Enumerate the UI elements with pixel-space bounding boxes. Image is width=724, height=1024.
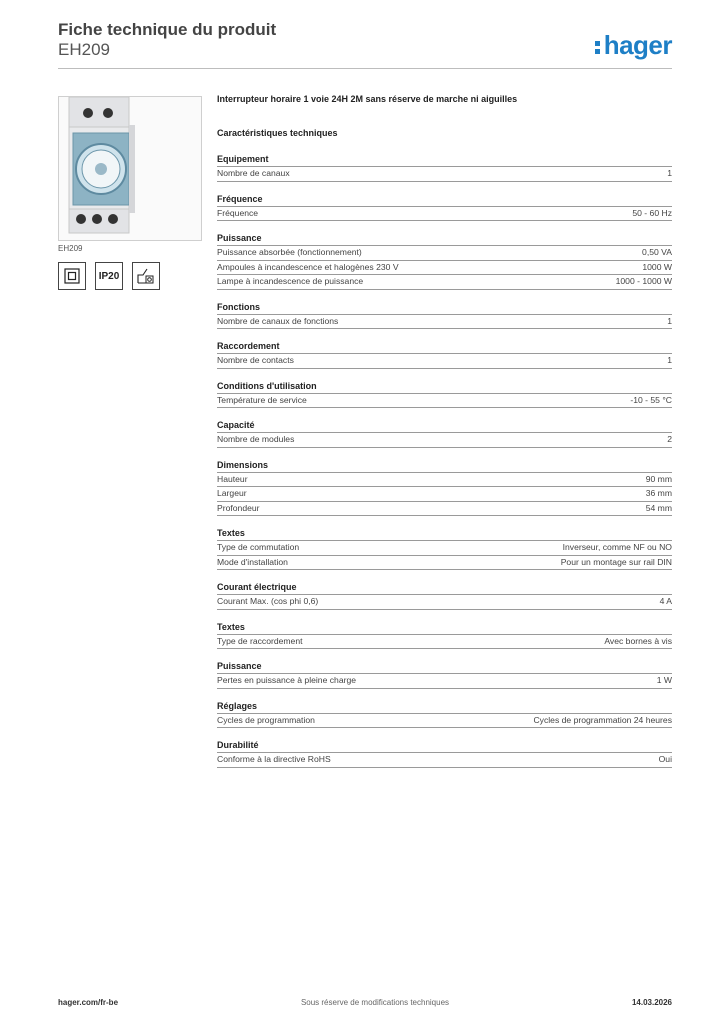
spec-row (217, 206, 672, 222)
spec-label: Pertes en puissance à pleine charge (217, 675, 357, 685)
spec-row (217, 245, 672, 260)
spec-label: Courant Max. (cos phi 0,6) (217, 596, 319, 606)
spec-row (217, 673, 672, 689)
spec-label: Profondeur (217, 502, 260, 513)
spec-row (217, 713, 672, 729)
section-title: Textes (217, 528, 245, 538)
spec-value: 2 (667, 434, 672, 444)
hager-logo (595, 30, 672, 61)
spec-value: Inverseur, comme NF ou NO (562, 542, 672, 552)
product-description: Interrupteur horaire 1 voie 24H 2M sans réserve de marche ni aiguilles (217, 94, 518, 104)
footer-website[interactable]: hager.com/fr-be (58, 998, 119, 1007)
spec-label: Nombre de canaux (217, 168, 290, 178)
spec-row (217, 353, 672, 369)
specifications (217, 94, 672, 778)
spec-value: 90 mm (645, 473, 672, 484)
section-title: Durabilité (217, 740, 259, 750)
spec-section (217, 379, 672, 409)
spec-row (217, 634, 672, 650)
ip-rating-badge: IP20 (95, 262, 123, 290)
spec-section (217, 192, 672, 222)
section-title: Réglages (217, 700, 258, 711)
spec-row (217, 501, 672, 517)
section-title: Puissance (217, 661, 262, 671)
footer-date: 14.03.2026 (631, 998, 672, 1007)
spec-section (217, 231, 672, 290)
spec-label: Hauteur (217, 473, 248, 484)
spec-value: 1000 - 1000 W (615, 276, 672, 286)
page-footer (58, 998, 672, 1007)
spec-section (217, 458, 672, 517)
spec-row (217, 260, 672, 275)
spec-section (217, 418, 672, 448)
spec-label: Lampe à incandescence de puissance (217, 276, 364, 286)
spec-row (217, 752, 672, 768)
spec-value: Oui (658, 754, 672, 764)
spec-section (217, 339, 672, 369)
spec-row (217, 314, 672, 330)
spec-value: 0,50 VA (642, 247, 672, 257)
product-image (58, 96, 202, 241)
spec-label: Température de service (217, 394, 307, 405)
section-title: Textes (217, 621, 245, 632)
spec-sections (217, 152, 672, 768)
spec-row (217, 393, 672, 409)
spec-row (217, 594, 672, 610)
tech-characteristics-title: Caractéristiques techniques (217, 128, 338, 138)
spec-value: 1 (667, 315, 672, 326)
spec-row (217, 274, 672, 290)
spec-value: 1 (667, 168, 672, 178)
spec-value: 1000 W (642, 261, 672, 272)
section-title: Dimensions (217, 459, 269, 470)
spec-row (217, 555, 672, 571)
spec-row (217, 166, 672, 182)
spec-value: 50 - 60 Hz (632, 207, 672, 218)
spec-label: Mode d'installation (217, 556, 288, 567)
spec-value: 36 mm (645, 488, 672, 498)
spec-value: 1 (667, 355, 672, 365)
din-rail-mount-icon (132, 262, 160, 290)
spec-section (217, 580, 672, 610)
spec-section (217, 699, 672, 729)
spec-row (217, 486, 672, 501)
spec-label: Nombre de contacts (217, 355, 294, 365)
spec-label: Nombre de canaux de fonctions (217, 315, 339, 326)
spec-section (217, 659, 672, 689)
spec-label: Type de raccordement (217, 635, 303, 646)
spec-value: Avec bornes à vis (604, 635, 672, 646)
header-divider (58, 68, 672, 69)
spec-value: Pour un montage sur rail DIN (560, 556, 672, 567)
spec-label: Ampoules à incandescence et halogènes 230 V (217, 261, 399, 272)
footer-disclaimer: Sous réserve de modifications techniques (300, 998, 450, 1007)
certification-icons (58, 262, 160, 290)
spec-value: 1 W (656, 675, 672, 685)
spec-label: Puissance absorbée (fonctionnement) (217, 247, 362, 257)
section-title: Puissance (217, 233, 262, 243)
section-title: Conditions d'utilisation (217, 380, 317, 391)
document-header (58, 20, 276, 60)
section-title: Fonctions (217, 301, 260, 312)
spec-label: Fréquence (217, 207, 259, 218)
double-insulation-icon (58, 262, 86, 290)
spec-section (217, 526, 672, 570)
spec-value: Cycles de programmation 24 heures (533, 714, 672, 725)
spec-label: Type de commutation (217, 542, 300, 552)
section-title: Fréquence (217, 193, 263, 204)
image-caption: EH209 (58, 244, 83, 253)
section-title: Capacité (217, 420, 255, 430)
spec-row (217, 540, 672, 555)
spec-label: Largeur (217, 488, 247, 498)
section-title: Raccordement (217, 341, 280, 351)
spec-row (217, 472, 672, 487)
spec-label: Cycles de programmation (217, 714, 315, 725)
logo-dots-icon (595, 38, 601, 57)
spec-row (217, 432, 672, 448)
spec-section (217, 738, 672, 768)
spec-value: -10 - 55 °C (630, 394, 672, 405)
section-title: Equipement (217, 154, 269, 164)
spec-section (217, 300, 672, 330)
spec-section (217, 620, 672, 650)
spec-value: 4 A (659, 596, 672, 606)
section-title: Courant électrique (217, 582, 297, 592)
logo-text: hager (603, 30, 672, 60)
product-code: EH209 (58, 40, 110, 59)
spec-value: 54 mm (645, 502, 672, 513)
spec-section (217, 152, 672, 182)
spec-label: Conforme à la directive RoHS (217, 754, 331, 764)
document-title: Fiche technique du produit (58, 20, 277, 39)
spec-label: Nombre de modules (217, 434, 295, 444)
